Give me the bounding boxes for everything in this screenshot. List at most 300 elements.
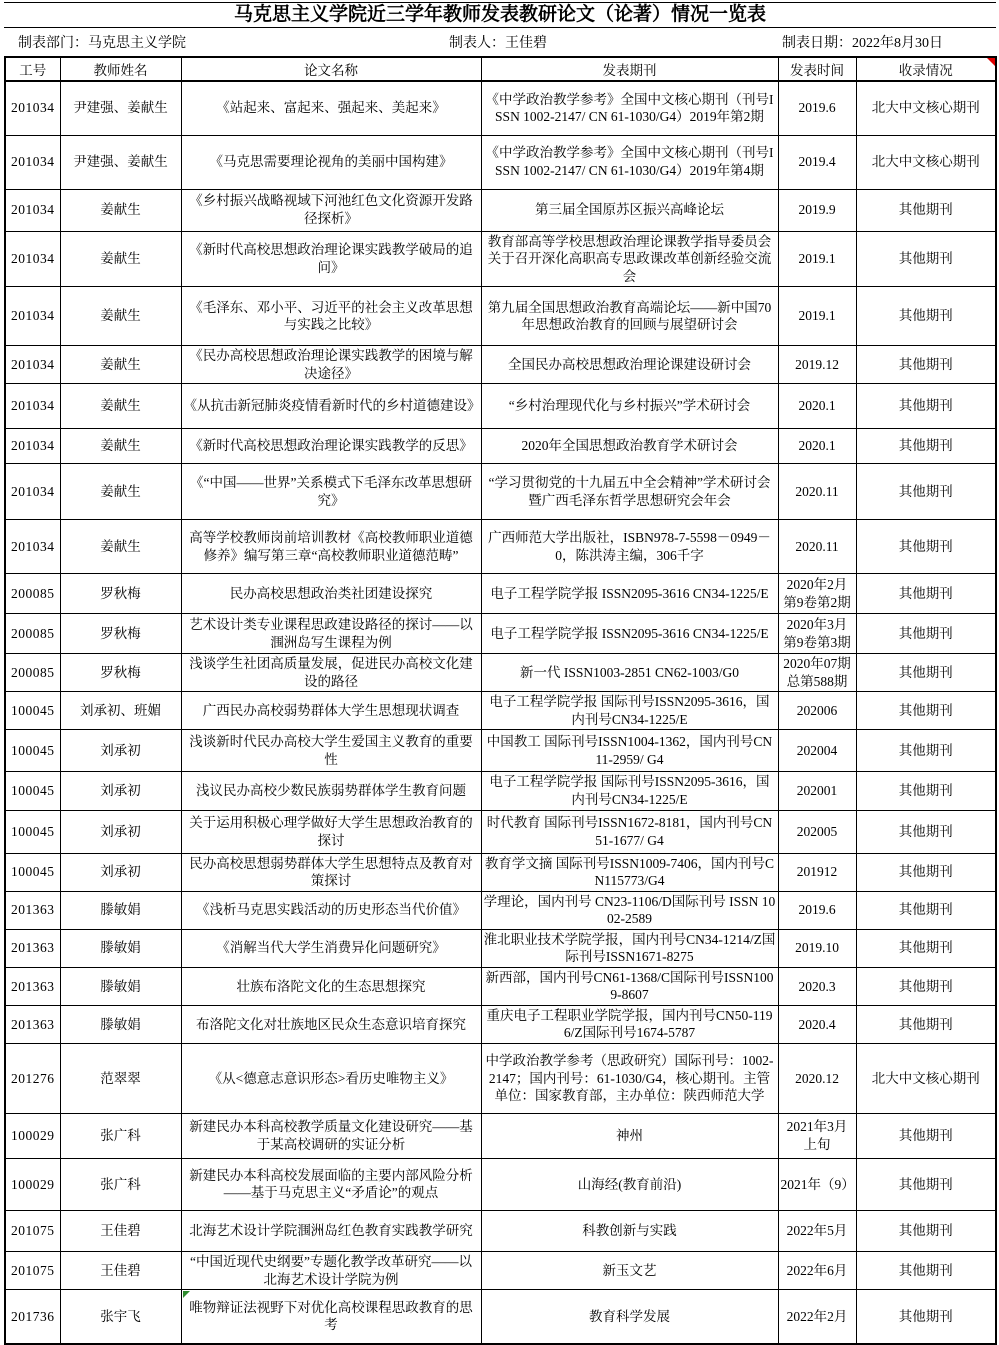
cell-publish-date [778,346,856,384]
table-row [5,429,996,464]
cell-teacher-name [60,1290,181,1344]
cell-publish-date [778,384,856,429]
cell-index-status-text: 其他期刊 [898,902,953,918]
cell-index-status [856,614,996,654]
cell-index-status [856,1290,996,1344]
cell-publish-date [778,464,856,520]
cell-publish-date-text: 2019.9 [798,202,836,218]
cell-teacher-name-text: 姜献生 [100,398,141,414]
cell-publish-date-text: 2019.1 [798,308,836,324]
cell-publish-date [778,967,856,1005]
cell-paper-title-text: 北海艺术设计学院涠洲岛红色教育实践教学研究 [189,1223,473,1239]
cell-index-status [856,772,996,810]
cell-employee-id-text: 201034 [11,308,55,324]
cell-paper-title [181,287,481,346]
cell-paper-title-text: “中国近现代史纲要”专题化教学改革研究——以北海艺术设计学院为例 [190,1253,472,1287]
cell-publish-date [778,135,856,189]
cell-teacher-name [60,1005,181,1043]
cell-employee-id [5,1251,60,1289]
cell-journal [481,189,778,231]
cell-teacher-name-text: 滕敏娟 [100,902,141,918]
cell-employee-id-text: 201034 [11,202,55,218]
cell-teacher-name-text: 罗秋梅 [100,665,141,680]
cell-publish-date [778,654,856,692]
cell-publish-date-text: 202005 [796,823,838,839]
cell-publish-date-text: 2020年07期总第588期 [783,656,851,689]
cell-publish-date-text: 2019.1 [798,251,836,267]
cell-teacher-name-text: 刘承初、班媚 [80,703,161,719]
column-header-label: 论文名称 [304,63,358,78]
cell-paper-title-text: 《马克思需要理论视角的美丽中国构建》 [209,154,453,170]
cell-employee-id-text: 201363 [11,978,55,994]
cell-journal [481,429,778,464]
table-row [5,1005,996,1043]
cell-paper-title-text: 《毛泽东、邓小平、习近平的社会主义改革思想与实践之比较》 [189,299,473,333]
cell-index-status-text: 其他期刊 [898,202,953,218]
cell-index-status-text: 其他期刊 [898,743,953,759]
cell-paper-title-text: 《从抗击新冠肺炎疫情看新时代的乡村道德建设》 [183,398,481,414]
cell-paper-title-text: 浅谈学生社团高质量发展，促进民办高校文化建设的路径 [189,656,473,689]
cell-employee-id [5,730,60,772]
cell-publish-date [778,614,856,654]
cell-journal [481,520,778,574]
cell-journal-text: 第三届全国原苏区振兴高峰论坛 [535,202,724,218]
table-row [5,81,996,135]
cell-publish-date-text: 2019.4 [798,154,836,170]
cell-journal [481,464,778,520]
cell-publish-date-text: 202001 [796,783,838,799]
cell-index-status [856,1005,996,1043]
papers-table [4,56,997,1345]
cell-index-status [856,810,996,853]
table-row [5,1043,996,1113]
column-header-收录情况 [856,57,996,81]
cell-publish-date [778,189,856,231]
column-header-label: 工号 [19,63,47,78]
table-row [5,346,996,384]
cell-index-status-text: 其他期刊 [898,823,953,839]
cell-journal [481,692,778,730]
cell-employee-id [5,464,60,520]
cell-employee-id-text: 201034 [11,538,55,554]
cell-publish-date [778,520,856,574]
cell-index-status-text: 其他期刊 [898,538,953,554]
cell-paper-title [181,1005,481,1043]
cell-publish-date [778,1043,856,1113]
cell-employee-id [5,1210,60,1251]
cell-employee-id-text: 201034 [11,251,55,267]
cell-employee-id [5,967,60,1005]
cell-publish-date [778,287,856,346]
cell-employee-id-text: 100045 [11,783,55,799]
cell-index-status [856,730,996,772]
table-row [5,730,996,772]
cell-employee-id-text: 200085 [11,585,55,601]
comment-indicator-icon [987,58,995,66]
cell-publish-date [778,1113,856,1158]
cell-paper-title [181,520,481,574]
cell-index-status [856,1043,996,1113]
cell-teacher-name [60,1158,181,1210]
cell-teacher-name [60,929,181,967]
cell-teacher-name [60,810,181,853]
table-row [5,1210,996,1251]
cell-teacher-name-text: 王佳碧 [100,1223,141,1239]
cell-paper-title [181,730,481,772]
cell-employee-id [5,189,60,231]
cell-paper-title [181,654,481,692]
cell-paper-title-text: 《乡村振兴战略视域下河池红色文化资源开发路径探析》 [189,193,473,226]
cell-employee-id [5,384,60,429]
cell-journal [481,1113,778,1158]
cell-publish-date [778,574,856,614]
cell-employee-id-text: 201034 [11,100,55,116]
table-row [5,654,996,692]
cell-publish-date-text: 2019.6 [798,902,836,918]
cell-employee-id [5,231,60,287]
cell-index-status-text: 其他期刊 [898,438,953,454]
cell-journal [481,1210,778,1251]
cell-publish-date-text: 202006 [796,703,838,719]
cell-index-status [856,384,996,429]
cell-journal-text: 淮北职业技术学院学报，国内刊号CN34-1214/Z国际刊号ISSN1671-8275 [483,931,776,965]
cell-journal [481,287,778,346]
cell-teacher-name-text: 姜献生 [100,308,141,324]
cell-index-status-text: 北大中文核心期刊 [871,100,980,116]
cell-employee-id-text: 201075 [11,1223,55,1239]
cell-journal [481,730,778,772]
cell-index-status-text: 其他期刊 [898,585,953,601]
cell-paper-title [181,891,481,929]
cell-index-status [856,231,996,287]
cell-journal-text: 重庆电子工程职业学院学报，国内刊号CN50-1196/Z国际刊号1674-5787 [486,1007,773,1041]
cell-paper-title-text: 《消解当代大学生消费异化问题研究》 [216,940,446,956]
cell-teacher-name [60,189,181,231]
cell-teacher-name [60,1251,181,1289]
cell-teacher-name [60,967,181,1005]
cell-teacher-name [60,692,181,730]
cell-paper-title-text: 《新时代高校思想政治理论课实践教学破局的追问》 [189,242,473,275]
table-row [5,520,996,574]
cell-teacher-name [60,384,181,429]
cell-journal-text: 第九届全国思想政治教育高端论坛——新中国70年思想政治教育的回顾与展望研讨会 [487,299,772,333]
cell-teacher-name [60,231,181,287]
cell-teacher-name-text: 张宇飞 [100,1308,141,1324]
column-header-label: 发表时间 [790,63,844,78]
cell-teacher-name [60,891,181,929]
cell-journal [481,81,778,135]
cell-teacher-name-text: 姜献生 [100,538,141,554]
cell-paper-title-text: 浅议民办高校少数民族弱势群体学生教育问题 [196,783,466,799]
cell-employee-id [5,574,60,614]
table-header-row [5,57,996,81]
table-row [5,1158,996,1210]
cell-paper-title [181,346,481,384]
cell-index-status [856,189,996,231]
cell-teacher-name-text: 张广科 [100,1128,141,1144]
cell-teacher-name [60,614,181,654]
cell-employee-id-text: 100045 [11,743,55,759]
cell-paper-title [181,1043,481,1113]
cell-paper-title-text: 《新时代高校思想政治理论课实践教学的反思》 [189,438,473,454]
cell-employee-id-text: 201034 [11,438,55,454]
cell-paper-title-text: 《从<德意志意识形态>看历史唯物主义》 [208,1070,454,1086]
cell-publish-date [778,692,856,730]
cell-journal [481,891,778,929]
table-row [5,574,996,614]
cell-employee-id-text: 201736 [11,1308,55,1324]
cell-journal-text: “乡村治理现代化与乡村振兴”学术研讨会 [508,398,751,414]
cell-paper-title [181,1210,481,1251]
cell-teacher-name [60,429,181,464]
cell-journal-text: 新西部，国内刊号CN61-1368/C国际刊号ISSN1009-8607 [485,969,774,1003]
cell-journal [481,574,778,614]
cell-employee-id-text: 201075 [11,1262,55,1278]
cell-employee-id-text: 201034 [11,356,55,372]
cell-index-status [856,1113,996,1158]
cell-paper-title [181,810,481,853]
cell-employee-id-text: 201034 [11,154,55,170]
cell-journal-text: “学习贯彻党的十九届五中全会精神”学术研讨会暨广西毛泽东哲学思想研究会年会 [488,475,771,508]
cell-journal [481,967,778,1005]
cell-index-status-text: 其他期刊 [898,1016,953,1032]
table-row [5,891,996,929]
column-header-label: 收录情况 [898,63,953,78]
cell-publish-date-text: 2019.12 [795,356,839,372]
cell-paper-title [181,967,481,1005]
cell-journal [481,1251,778,1289]
cell-paper-title [181,384,481,429]
cell-paper-title [181,231,481,287]
cell-paper-title-text: 民办高校思想弱势群体大学生思想特点及教育对策探讨 [189,855,473,889]
column-header-label: 教师姓名 [93,63,148,78]
cell-index-status-text: 北大中文核心期刊 [871,154,980,170]
cell-index-status-text: 其他期刊 [898,940,953,956]
cell-index-status [856,891,996,929]
cell-journal-text: 科教创新与实践 [582,1223,677,1239]
cell-index-status-text: 其他期刊 [898,1308,953,1324]
cell-teacher-name [60,654,181,692]
cell-publish-date-text: 2020.11 [795,538,839,554]
cell-journal-text: 全国民办高校思想政治理论课建设研讨会 [508,356,751,372]
cell-paper-title-text: 新建民办本科高校教学质量文化建设研究——基于某高校调研的实证分析 [189,1119,473,1152]
cell-index-status-text: 其他期刊 [898,356,953,372]
cell-publish-date-text: 2020.12 [795,1070,839,1086]
cell-journal-text: 《中学政治教学参考》全国中文核心期刊（刊号ISSN 1002-2147/ CN 61-1030/G4）2019年第2期 [485,91,774,125]
cell-employee-id-text: 201034 [11,483,55,499]
cell-paper-title-text: 《“中国——世界”关系模式下毛泽东改革思想研究》 [190,475,472,508]
table-row [5,1113,996,1158]
cell-employee-id [5,772,60,810]
cell-journal [481,772,778,810]
cell-teacher-name-text: 张广科 [100,1176,141,1192]
table-row [5,853,996,891]
cell-employee-id-text: 201276 [11,1070,55,1086]
cell-teacher-name [60,730,181,772]
column-header-label: 发表期刊 [602,63,657,78]
cell-index-status [856,429,996,464]
cell-index-status [856,135,996,189]
cell-index-status-text: 其他期刊 [898,665,953,680]
cell-paper-title-text: 民办高校思想政治类社团建设探究 [229,585,433,601]
table-row [5,231,996,287]
cell-index-status-text: 其他期刊 [898,978,953,994]
cell-publish-date-text: 2020.11 [795,483,839,499]
cell-publish-date-text: 2020.1 [798,398,836,414]
cell-paper-title [181,1113,481,1158]
cell-teacher-name-text: 刘承初 [100,864,141,880]
cell-employee-id [5,891,60,929]
cell-paper-title [181,574,481,614]
column-header-教师姓名 [60,57,181,81]
cell-teacher-name [60,853,181,891]
cell-journal [481,231,778,287]
cell-journal-text: 广西师范大学出版社，ISBN978-7-5598－0949－0，陈洪涛主编，306千字 [488,530,771,563]
meta-department: 制表部门：马克思主义学院 [18,36,186,51]
table-row [5,1251,996,1289]
cell-publish-date [778,429,856,464]
cell-teacher-name [60,772,181,810]
cell-teacher-name-text: 姜献生 [100,202,141,218]
cell-index-status-text: 其他期刊 [898,864,953,880]
table-row [5,189,996,231]
cell-index-status [856,853,996,891]
table-row [5,692,996,730]
table-row [5,464,996,520]
page-title: 马克思主义学院近三学年教师发表教研论文（论著）情况一览表 [4,2,996,28]
cell-index-status-text: 其他期刊 [898,1262,953,1278]
cell-employee-id [5,929,60,967]
cell-publish-date-text: 2020.1 [798,438,836,454]
cell-journal-text: 新一代 ISSN1003-2851 CN62-1003/G0 [519,665,739,680]
table-row [5,967,996,1005]
cell-publish-date [778,1251,856,1289]
cell-journal-text: 时代教育 国际刊号ISSN1672-8181，国内刊号CN51-1677/ G4 [486,814,773,848]
cell-teacher-name-text: 刘承初 [100,783,141,799]
column-header-发表期刊 [481,57,778,81]
cell-publish-date-text: 2022年2月 [786,1308,848,1324]
cell-employee-id [5,287,60,346]
cell-teacher-name-text: 姜献生 [100,251,141,267]
cell-employee-id [5,853,60,891]
cell-index-status [856,520,996,574]
column-header-工号 [5,57,60,81]
cell-index-status [856,654,996,692]
cell-journal [481,1005,778,1043]
cell-publish-date-text: 2019.10 [795,940,839,956]
cell-index-status-text: 其他期刊 [898,625,953,641]
cell-employee-id-text: 201034 [11,398,55,414]
cell-employee-id [5,1113,60,1158]
cell-publish-date [778,853,856,891]
cell-employee-id-text: 201363 [11,940,55,956]
cell-index-status-text: 其他期刊 [898,703,953,719]
cell-journal [481,346,778,384]
cell-index-status [856,346,996,384]
cell-employee-id-text: 200085 [11,665,55,680]
flag-indicator-icon [183,1291,190,1298]
cell-journal-text: 新玉文艺 [602,1262,657,1278]
cell-index-status-text: 北大中文核心期刊 [871,1070,980,1086]
cell-journal [481,135,778,189]
cell-employee-id-text: 100029 [11,1128,55,1144]
meta-date: 制表日期：2022年8月30日 [782,36,943,51]
cell-paper-title-text: 高等学校教师岗前培训教材《高校教师职业道德修养》编写第三章“高校教师职业道德范畴” [189,530,473,563]
cell-teacher-name-text: 刘承初 [100,823,141,839]
cell-employee-id-text: 100045 [11,864,55,880]
cell-paper-title-text: 艺术设计类专业课程思政建设路径的探讨——以涠洲岛写生课程为例 [189,617,473,650]
cell-teacher-name [60,574,181,614]
cell-paper-title [181,614,481,654]
cell-paper-title-text: 布洛陀文化对壮族地区民众生态意识培育探究 [196,1016,466,1032]
cell-journal-text: 电子工程学院学报 ISSN2095-3616 CN34-1225/E [490,585,769,601]
column-header-发表时间 [778,57,856,81]
cell-employee-id [5,135,60,189]
cell-publish-date-text: 201912 [796,864,838,880]
cell-journal-text: 教育学文摘 国际刊号ISSN1009-7406，国内刊号CN115773/G4 [484,855,775,889]
cell-teacher-name [60,1210,181,1251]
cell-employee-id [5,810,60,853]
cell-employee-id [5,692,60,730]
cell-teacher-name-text: 姜献生 [100,438,141,454]
meta-author: 制表人：王佳碧 [449,36,547,51]
cell-journal-text: 学理论，国内刊号 CN23-1106/D国际刊号 ISSN 1002-2589 [483,893,776,927]
cell-publish-date [778,730,856,772]
cell-index-status-text: 其他期刊 [898,1223,953,1239]
cell-paper-title [181,929,481,967]
cell-paper-title-text: 《浅析马克思实践活动的历史形态当代价值》 [196,902,466,918]
cell-publish-date-text: 202004 [796,743,838,759]
cell-teacher-name-text: 范翠翠 [100,1070,141,1086]
cell-paper-title-text: 浅谈新时代民办高校大学生爱国主义教育的重要性 [189,734,473,767]
cell-publish-date [778,1210,856,1251]
cell-journal [481,1290,778,1344]
cell-publish-date-text: 2019.6 [798,100,836,116]
cell-index-status [856,464,996,520]
cell-journal-text: 神州 [616,1128,643,1144]
cell-journal-text: 教育科学发展 [589,1308,670,1324]
cell-teacher-name-text: 滕敏娟 [100,940,141,956]
cell-paper-title-text: 新建民办本科高校发展面临的主要内部风险分析——基于马克思主义“矛盾论”的观点 [189,1167,473,1201]
cell-paper-title [181,81,481,135]
cell-employee-id [5,654,60,692]
column-header-论文名称 [181,57,481,81]
cell-index-status [856,287,996,346]
cell-paper-title-text: 关于运用积极心理学做好大学生思想政治教育的探讨 [189,814,473,848]
table-row [5,384,996,429]
cell-employee-id [5,1290,60,1344]
cell-publish-date [778,81,856,135]
cell-employee-id [5,614,60,654]
cell-publish-date-text: 2021年（9） [780,1176,855,1192]
cell-paper-title-text: 壮族布洛陀文化的生态思想探究 [236,978,426,994]
cell-teacher-name-text: 姜献生 [100,356,141,372]
cell-journal-text: 山海经(教育前沿) [577,1176,682,1192]
cell-publish-date [778,810,856,853]
cell-teacher-name-text: 尹建强、姜献生 [73,154,168,170]
cell-publish-date-text: 2021年3月上旬 [786,1119,848,1152]
cell-publish-date-text: 2020.3 [798,978,836,994]
cell-index-status [856,692,996,730]
cell-index-status-text: 其他期刊 [898,483,953,499]
cell-index-status [856,1251,996,1289]
cell-journal-text: 电子工程学院学报 国际刊号ISSN2095-3616，国内刊号CN34-1225/E [489,774,770,807]
cell-employee-id [5,1043,60,1113]
cell-publish-date-text: 2022年6月 [786,1262,848,1278]
cell-journal [481,853,778,891]
cell-paper-title [181,1251,481,1289]
cell-employee-id [5,81,60,135]
